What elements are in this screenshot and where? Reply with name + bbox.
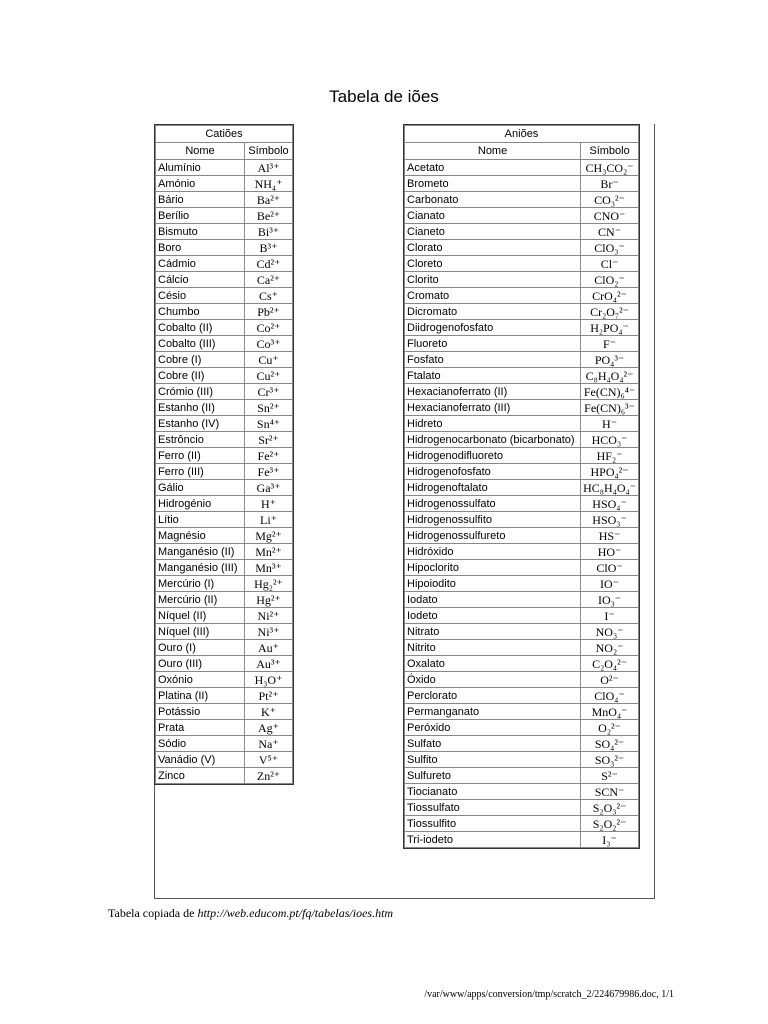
anion-row	[405, 528, 639, 544]
ion-name: Manganésio (III)	[156, 560, 245, 576]
ion-name: Cobre (II)	[156, 368, 245, 384]
ion-name: Chumbo	[156, 304, 245, 320]
anion-row	[405, 208, 639, 224]
ion-symbol: Ca²⁺	[245, 272, 293, 288]
ion-name: Cobre (I)	[156, 352, 245, 368]
cation-row	[156, 272, 293, 288]
ion-symbol: CNO⁻	[581, 208, 639, 224]
ion-symbol: Au⁺	[245, 640, 293, 656]
ion-name: Sódio	[156, 736, 245, 752]
cation-row	[156, 560, 293, 576]
ion-symbol: S₂O₃²⁻	[581, 800, 639, 816]
ion-name: Cobalto (III)	[156, 336, 245, 352]
ion-symbol: Co³⁺	[245, 336, 293, 352]
ion-name: Gálio	[156, 480, 245, 496]
cation-col-name: Nome	[156, 143, 245, 160]
ion-name: Perclorato	[405, 688, 581, 704]
ion-name: Fosfato	[405, 352, 581, 368]
anion-row	[405, 480, 639, 496]
cation-row	[156, 640, 293, 656]
ion-name: Hipoclorito	[405, 560, 581, 576]
cation-row	[156, 448, 293, 464]
ion-name: Peróxido	[405, 720, 581, 736]
ion-symbol: Ni²⁺	[245, 608, 293, 624]
ion-symbol: Cd²⁺	[245, 256, 293, 272]
ion-name: Carbonato	[405, 192, 581, 208]
ion-symbol: HF₂⁻	[581, 448, 639, 464]
ion-name: Hidrogenossulfito	[405, 512, 581, 528]
ion-name: Permanganato	[405, 704, 581, 720]
cation-row	[156, 496, 293, 512]
anion-row	[405, 464, 639, 480]
ion-symbol: Cr₂O₇²⁻	[581, 304, 639, 320]
ion-symbol: IO₃⁻	[581, 592, 639, 608]
ion-name: Zinco	[156, 768, 245, 784]
ion-name: Crómio (III)	[156, 384, 245, 400]
cation-table	[155, 125, 293, 784]
anion-row	[405, 640, 639, 656]
ion-name: Tiossulfito	[405, 816, 581, 832]
anion-row	[405, 448, 639, 464]
ion-name: Clorito	[405, 272, 581, 288]
ion-name: Hidrogénio	[156, 496, 245, 512]
ion-symbol: Fe(CN)₆⁴⁻	[581, 384, 639, 400]
ion-symbol: Cl⁻	[581, 256, 639, 272]
cation-row	[156, 224, 293, 240]
ion-symbol: O₂²⁻	[581, 720, 639, 736]
cation-row	[156, 592, 293, 608]
ion-name: Hidrogenodifluoreto	[405, 448, 581, 464]
cation-row	[156, 464, 293, 480]
ion-symbol: Mn³⁺	[245, 560, 293, 576]
ion-symbol: HPO₄²⁻	[581, 464, 639, 480]
anion-row	[405, 288, 639, 304]
anion-row	[405, 592, 639, 608]
ion-name: Cloreto	[405, 256, 581, 272]
cation-row	[156, 368, 293, 384]
anion-row	[405, 176, 639, 192]
ion-symbol: IO⁻	[581, 576, 639, 592]
cation-row	[156, 576, 293, 592]
file-path-footer: /var/www/apps/conversion/tmp/scratch_2/224679986.doc, 1/1	[424, 989, 674, 1000]
ion-symbol: F⁻	[581, 336, 639, 352]
ion-symbol: SO₄²⁻	[581, 736, 639, 752]
ion-symbol: MnO₄⁻	[581, 704, 639, 720]
cation-row	[156, 736, 293, 752]
anion-row	[405, 400, 639, 416]
anion-row	[405, 512, 639, 528]
ion-name: Iodato	[405, 592, 581, 608]
ion-name: Estanho (IV)	[156, 416, 245, 432]
ion-symbol: Cu⁺	[245, 352, 293, 368]
cation-row	[156, 672, 293, 688]
ion-name: Ouro (III)	[156, 656, 245, 672]
ion-symbol: I⁻	[581, 608, 639, 624]
ion-name: Platina (II)	[156, 688, 245, 704]
anion-row	[405, 160, 639, 176]
ion-symbol: Hg²⁺	[245, 592, 293, 608]
anion-row	[405, 432, 639, 448]
ion-symbol: Au³⁺	[245, 656, 293, 672]
ion-name: Cromato	[405, 288, 581, 304]
caption-prefix: Tabela copiada de	[108, 906, 195, 920]
ion-symbol: Ni³⁺	[245, 624, 293, 640]
ion-symbol: HCO₃⁻	[581, 432, 639, 448]
ion-symbol: K⁺	[245, 704, 293, 720]
ion-name: Oxónio	[156, 672, 245, 688]
cation-col-symbol: Símbolo	[245, 143, 293, 160]
ion-symbol: CH₃CO₂⁻	[581, 160, 639, 176]
ion-symbol: Co²⁺	[245, 320, 293, 336]
cation-row	[156, 176, 293, 192]
ion-name: Cádmio	[156, 256, 245, 272]
ion-name: Amónio	[156, 176, 245, 192]
ion-name: Cálcio	[156, 272, 245, 288]
ion-name: Acetato	[405, 160, 581, 176]
ion-symbol: Cr³⁺	[245, 384, 293, 400]
ion-name: Hidrogenossulfureto	[405, 528, 581, 544]
cation-row	[156, 688, 293, 704]
anion-row	[405, 800, 639, 816]
ion-symbol: Sn⁴⁺	[245, 416, 293, 432]
ion-symbol: Mn²⁺	[245, 544, 293, 560]
ion-symbol: Hg₂²⁺	[245, 576, 293, 592]
ion-symbol: Cu²⁺	[245, 368, 293, 384]
ion-name: Tri-iodeto	[405, 832, 581, 848]
ion-symbol: C₂O₄²⁻	[581, 656, 639, 672]
ion-symbol: CO₃²⁻	[581, 192, 639, 208]
anion-row	[405, 624, 639, 640]
cation-row	[156, 432, 293, 448]
ion-symbol: Fe(CN)₆³⁻	[581, 400, 639, 416]
anion-col-symbol: Símbolo	[581, 143, 639, 160]
ion-name: Tiocianato	[405, 784, 581, 800]
ion-symbol: H⁻	[581, 416, 639, 432]
ion-name: Prata	[156, 720, 245, 736]
ion-name: Fluoreto	[405, 336, 581, 352]
cation-row	[156, 352, 293, 368]
ion-symbol: ClO₂⁻	[581, 272, 639, 288]
ion-symbol: HO⁻	[581, 544, 639, 560]
cation-row	[156, 768, 293, 784]
ion-name: Bismuto	[156, 224, 245, 240]
ion-name: Hidrogenofosfato	[405, 464, 581, 480]
ion-name: Tiossulfato	[405, 800, 581, 816]
ion-name: Nitrato	[405, 624, 581, 640]
cation-row	[156, 752, 293, 768]
ion-name: Hidrogenoftalato	[405, 480, 581, 496]
anion-row	[405, 320, 639, 336]
ion-symbol: Al³⁺	[245, 160, 293, 176]
ion-symbol: H⁺	[245, 496, 293, 512]
cation-row	[156, 256, 293, 272]
anion-row	[405, 768, 639, 784]
ion-name: Cianeto	[405, 224, 581, 240]
ion-name: Ouro (I)	[156, 640, 245, 656]
ion-symbol: HS⁻	[581, 528, 639, 544]
ion-symbol: Na⁺	[245, 736, 293, 752]
anion-row	[405, 672, 639, 688]
ion-name: Oxalato	[405, 656, 581, 672]
cation-row	[156, 320, 293, 336]
anion-row	[405, 752, 639, 768]
ion-name: Nitrito	[405, 640, 581, 656]
anion-row	[405, 704, 639, 720]
cation-row	[156, 528, 293, 544]
ion-symbol: PO₄³⁻	[581, 352, 639, 368]
anion-row	[405, 352, 639, 368]
cation-row	[156, 480, 293, 496]
anion-row	[405, 816, 639, 832]
ion-name: Estanho (II)	[156, 400, 245, 416]
cation-row	[156, 160, 293, 176]
ion-symbol: HSO₄⁻	[581, 496, 639, 512]
ion-symbol: Pb²⁺	[245, 304, 293, 320]
ion-name: Ftalato	[405, 368, 581, 384]
ion-name: Lítio	[156, 512, 245, 528]
cation-row	[156, 608, 293, 624]
anion-col-name: Nome	[405, 143, 581, 160]
ion-symbol: NH₄⁺	[245, 176, 293, 192]
ion-symbol: Sn²⁺	[245, 400, 293, 416]
anion-row	[405, 192, 639, 208]
ion-symbol: Bi³⁺	[245, 224, 293, 240]
ion-name: Ferro (II)	[156, 448, 245, 464]
ion-name: Ferro (III)	[156, 464, 245, 480]
cation-row	[156, 400, 293, 416]
ion-name: Manganésio (II)	[156, 544, 245, 560]
ion-symbol: ClO⁻	[581, 560, 639, 576]
ion-symbol: Pt²⁺	[245, 688, 293, 704]
ion-symbol: Br⁻	[581, 176, 639, 192]
ion-symbol: I₃⁻	[581, 832, 639, 848]
ion-name: Césio	[156, 288, 245, 304]
cation-row	[156, 704, 293, 720]
cation-row	[156, 512, 293, 528]
cation-row	[156, 288, 293, 304]
ion-name: Estrôncio	[156, 432, 245, 448]
ion-name: Alumínio	[156, 160, 245, 176]
ion-name: Vanádio (V)	[156, 752, 245, 768]
ion-name: Diidrogenofosfato	[405, 320, 581, 336]
anion-row	[405, 608, 639, 624]
ion-name: Bário	[156, 192, 245, 208]
ion-symbol: Li⁺	[245, 512, 293, 528]
ion-symbol: B³⁺	[245, 240, 293, 256]
anion-row	[405, 688, 639, 704]
cation-row	[156, 208, 293, 224]
cation-row	[156, 384, 293, 400]
ion-name: Dicromato	[405, 304, 581, 320]
anion-table	[404, 125, 639, 848]
ion-name: Potássio	[156, 704, 245, 720]
ion-symbol: O²⁻	[581, 672, 639, 688]
anion-row	[405, 784, 639, 800]
ion-name: Hexacianoferrato (III)	[405, 400, 581, 416]
ion-name: Óxido	[405, 672, 581, 688]
ion-symbol: HC₈H₄O₄⁻	[581, 480, 639, 496]
ion-symbol: Sr²⁺	[245, 432, 293, 448]
anion-row	[405, 336, 639, 352]
ion-name: Sulfato	[405, 736, 581, 752]
anion-row	[405, 240, 639, 256]
ion-name: Níquel (III)	[156, 624, 245, 640]
page-title: Tabela de iões	[329, 87, 439, 106]
ion-name: Hidreto	[405, 416, 581, 432]
cation-row	[156, 192, 293, 208]
ion-symbol: H₂PO₄⁻	[581, 320, 639, 336]
anion-row	[405, 224, 639, 240]
ion-symbol: Be²⁺	[245, 208, 293, 224]
cation-row	[156, 720, 293, 736]
ion-name: Hidrogenossulfato	[405, 496, 581, 512]
ion-symbol: H₃O⁺	[245, 672, 293, 688]
anion-row	[405, 272, 639, 288]
ion-symbol: V⁵⁺	[245, 752, 293, 768]
ion-symbol: ClO₃⁻	[581, 240, 639, 256]
ion-name: Boro	[156, 240, 245, 256]
ion-name: Sulfito	[405, 752, 581, 768]
anion-row	[405, 560, 639, 576]
ion-name: Mercúrio (II)	[156, 592, 245, 608]
ion-symbol: Fe³⁺	[245, 464, 293, 480]
cation-row	[156, 544, 293, 560]
ion-name: Sulfureto	[405, 768, 581, 784]
ion-name: Hexacianoferrato (II)	[405, 384, 581, 400]
ion-symbol: NO₂⁻	[581, 640, 639, 656]
ion-symbol: SCN⁻	[581, 784, 639, 800]
ion-symbol: Ba²⁺	[245, 192, 293, 208]
source-link[interactable]: http://web.educom.pt/fq/tabelas/ioes.htm	[197, 906, 394, 920]
ion-symbol: Cs⁺	[245, 288, 293, 304]
anion-row	[405, 832, 639, 848]
anion-row	[405, 256, 639, 272]
cation-row	[156, 656, 293, 672]
anion-row	[405, 416, 639, 432]
ion-name: Iodeto	[405, 608, 581, 624]
cation-row	[156, 416, 293, 432]
ion-symbol: C₈H₄O₄²⁻	[581, 368, 639, 384]
ion-symbol: HSO₃⁻	[581, 512, 639, 528]
anion-row	[405, 544, 639, 560]
ion-symbol: Mg²⁺	[245, 528, 293, 544]
ion-symbol: Zn²⁺	[245, 768, 293, 784]
ion-symbol: S₂O₂²⁻	[581, 816, 639, 832]
cation-table-header: Catiões	[156, 126, 293, 143]
ion-name: Níquel (II)	[156, 608, 245, 624]
anion-row	[405, 656, 639, 672]
ion-symbol: ClO₄⁻	[581, 688, 639, 704]
anion-table-header: Aniões	[405, 126, 639, 143]
cation-row	[156, 624, 293, 640]
ion-name: Clorato	[405, 240, 581, 256]
ion-symbol: Ga³⁺	[245, 480, 293, 496]
ion-name: Magnésio	[156, 528, 245, 544]
anion-row	[405, 576, 639, 592]
anion-row	[405, 496, 639, 512]
cation-row	[156, 240, 293, 256]
ion-name: Hidróxido	[405, 544, 581, 560]
ion-symbol: CN⁻	[581, 224, 639, 240]
ion-name: Mercúrio (I)	[156, 576, 245, 592]
anion-row	[405, 304, 639, 320]
anion-row	[405, 720, 639, 736]
ion-name: Brometo	[405, 176, 581, 192]
ion-name: Hipoiodito	[405, 576, 581, 592]
ion-name: Hidrogenocarbonato (bicarbonato)	[405, 432, 581, 448]
ion-name: Cobalto (II)	[156, 320, 245, 336]
ion-symbol: SO₃²⁻	[581, 752, 639, 768]
cation-row	[156, 304, 293, 320]
anion-row	[405, 736, 639, 752]
anion-row	[405, 384, 639, 400]
anion-row	[405, 368, 639, 384]
cation-row	[156, 336, 293, 352]
ion-symbol: NO₃⁻	[581, 624, 639, 640]
ion-name: Cianato	[405, 208, 581, 224]
ion-symbol: Ag⁺	[245, 720, 293, 736]
source-caption	[108, 906, 393, 921]
ion-symbol: S²⁻	[581, 768, 639, 784]
ion-symbol: CrO₄²⁻	[581, 288, 639, 304]
ion-symbol: Fe²⁺	[245, 448, 293, 464]
ion-name: Berílio	[156, 208, 245, 224]
